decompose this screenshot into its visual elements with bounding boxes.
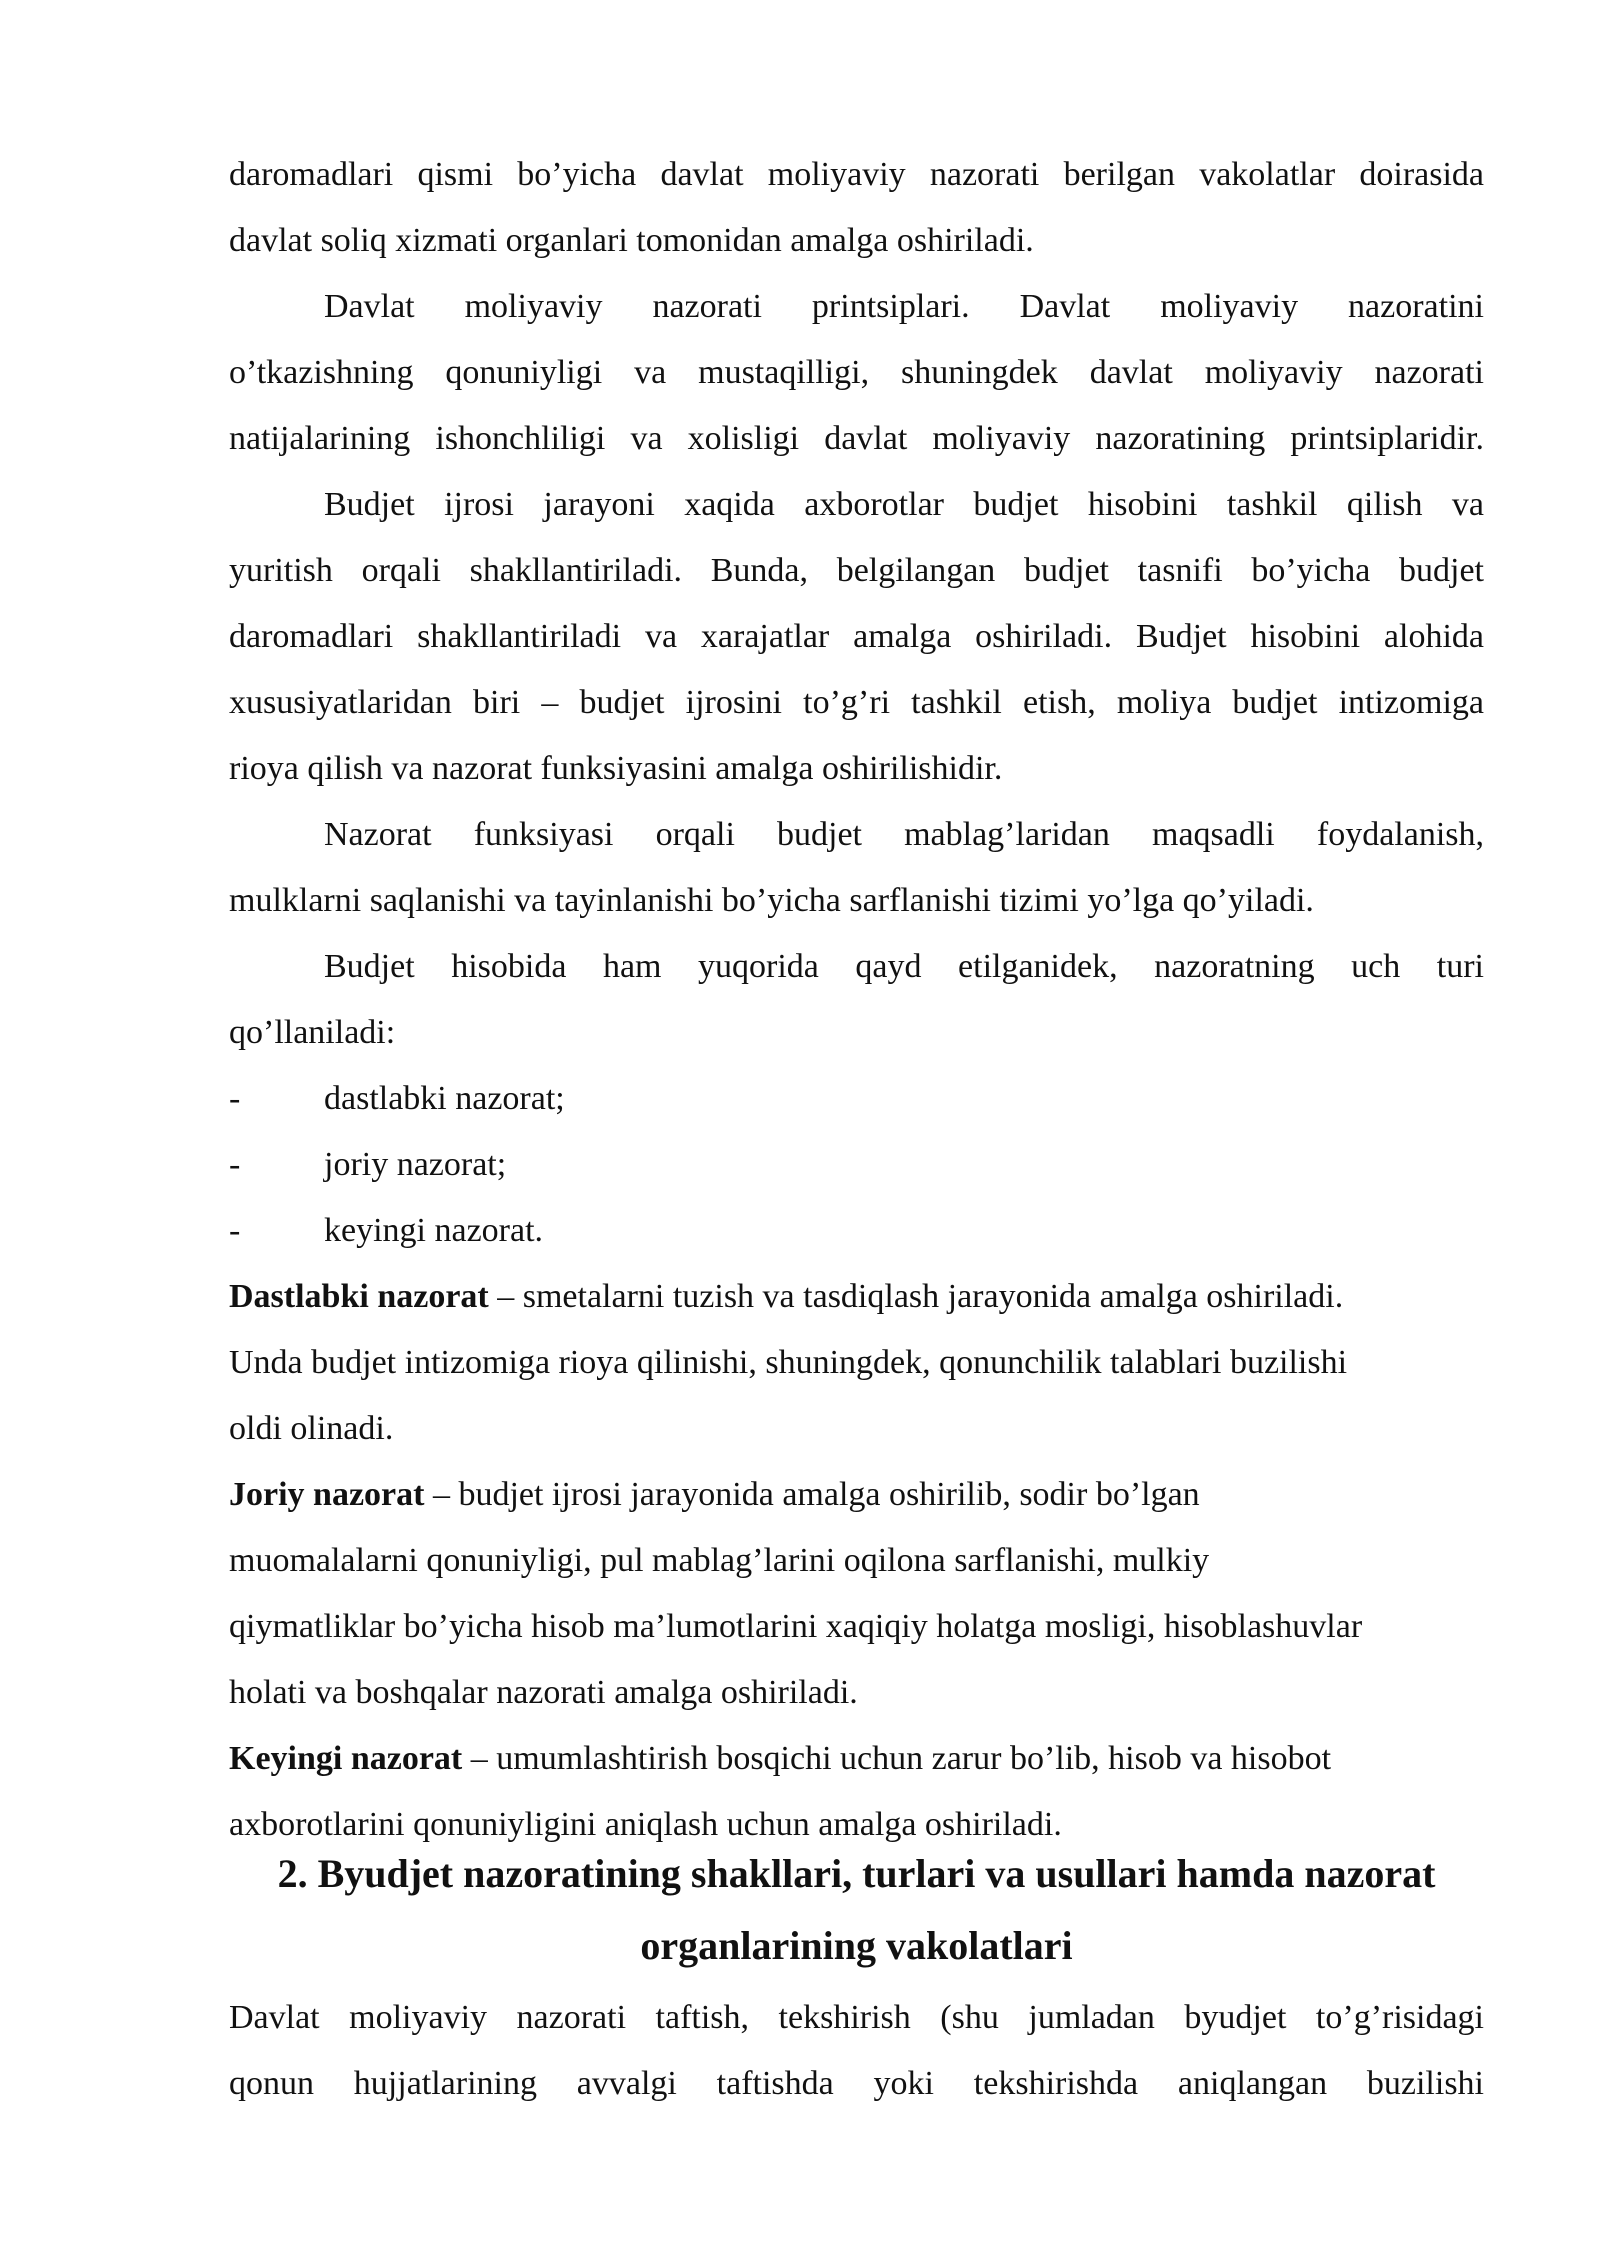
list-item-text: dastlabki nazorat; — [324, 1080, 565, 1117]
definition-term: Joriy nazorat — [229, 1476, 425, 1513]
definition-term: Dastlabki nazorat — [229, 1278, 489, 1315]
list-dash: - — [229, 1212, 241, 1249]
text-line: qo’llaniladi: — [229, 1014, 396, 1051]
section-heading-line: organlarining vakolatlari — [640, 1923, 1073, 1968]
text-line: daromadlari qismi bo’yicha davlat moliyaviy nazorati berilgan vakolatlar doirasida — [229, 156, 1484, 193]
text-line: Budjet ijrosi jarayoni xaqida axborotlar budjet hisobini tashkil qilish va — [324, 486, 1484, 523]
text-line: daromadlari shakllantiriladi va xarajatlar amalga oshiriladi. Budjet hisobini alohida — [229, 618, 1484, 655]
text-line: axborotlarini qonuniyligini aniqlash uchun amalga oshiriladi. — [229, 1806, 1062, 1843]
list-item-text: keyingi nazorat. — [324, 1212, 544, 1249]
principles-paragraph — [229, 274, 1484, 472]
control-types-list — [229, 1066, 1484, 1264]
list-dash: - — [229, 1080, 241, 1117]
definition-text: – budjet ijrosi jarayonida amalga oshirilib, sodir bo’lgan — [424, 1476, 1200, 1513]
text-line: qonun hujjatlarining avvalgi taftishda yoki tekshirishda aniqlangan buzilishi — [229, 2065, 1484, 2102]
text-line: Nazorat funksiyasi orqali budjet mablag’laridan maqsadli foydalanish, — [324, 816, 1484, 853]
intro-paragraph — [229, 142, 1484, 274]
final-paragraph — [229, 1985, 1484, 2117]
list-item — [229, 1132, 1484, 1198]
definition-text: – umumlashtirish bosqichi uchun zarur bo’lib, hisob va hisobot — [462, 1740, 1332, 1777]
current-control-definition — [229, 1462, 1484, 1726]
text-line: o’tkazishning qonuniyligi va mustaqilligi, shuningdek davlat moliyaviy nazorati — [229, 354, 1484, 391]
section-heading-line: 2. Byudjet nazoratining shakllari, turlari va usullari hamda nazorat — [277, 1851, 1436, 1896]
types-paragraph — [229, 934, 1484, 1066]
text-line: rioya qilish va nazorat funksiyasini amalga oshirilishidir. — [229, 750, 1003, 787]
text-line: oldi olinadi. — [229, 1410, 394, 1447]
text-line: davlat soliq xizmati organlari tomonidan amalga oshiriladi. — [229, 222, 1034, 259]
text-line: Unda budjet intizomiga rioya qilinishi, shuningdek, qonunchilik talablari buzilishi — [229, 1344, 1348, 1381]
budget-paragraph — [229, 472, 1484, 802]
list-item-text: joriy nazorat; — [324, 1146, 507, 1183]
text-line: Budjet hisobida ham yuqorida qayd etilganidek, nazoratning uch turi — [324, 948, 1484, 985]
text-line: natijalarining ishonchliligi va xolisligi davlat moliyaviy nazoratining printsiplaridir. — [229, 420, 1484, 457]
list-dash: - — [229, 1146, 241, 1183]
definition-text: – smetalarni tuzish va tasdiqlash jarayonida amalga oshiriladi. — [488, 1278, 1344, 1315]
text-line: holati va boshqalar nazorati amalga oshiriladi. — [229, 1674, 858, 1711]
control-paragraph — [229, 802, 1484, 934]
definition-first-line — [229, 1726, 1484, 1792]
text-line: mulklarni saqlanishi va tayinlanishi bo’yicha sarflanishi tizimi yo’lga qo’yiladi. — [229, 882, 1314, 919]
list-item — [229, 1198, 1484, 1264]
text-line: xususiyatlaridan biri – budjet ijrosini to’g’ri tashkil etish, moliya budjet intizomiga — [229, 684, 1484, 721]
text-line: Davlat moliyaviy nazorati taftish, tekshirish (shu jumladan byudjet to’g’risidagi — [229, 1999, 1484, 2036]
preliminary-control-definition — [229, 1264, 1484, 1462]
text-line: Davlat moliyaviy nazorati printsiplari. Davlat moliyaviy nazoratini — [324, 288, 1484, 325]
text-line: muomalalarni qonuniyligi, pul mablag’larini oqilona sarflanishi, mulkiy — [229, 1542, 1210, 1579]
definition-term: Keyingi nazorat — [229, 1740, 463, 1777]
definition-first-line — [229, 1264, 1484, 1330]
text-line: qiymatliklar bo’yicha hisob ma’lumotlarini xaqiqiy holatga mosligi, hisoblashuvlar — [229, 1608, 1363, 1645]
definition-first-line — [229, 1462, 1484, 1528]
text-line: yuritish orqali shakllantiriladi. Bunda, belgilangan budjet tasnifi bo’yicha budjet — [229, 552, 1484, 589]
list-item — [229, 1066, 1484, 1132]
